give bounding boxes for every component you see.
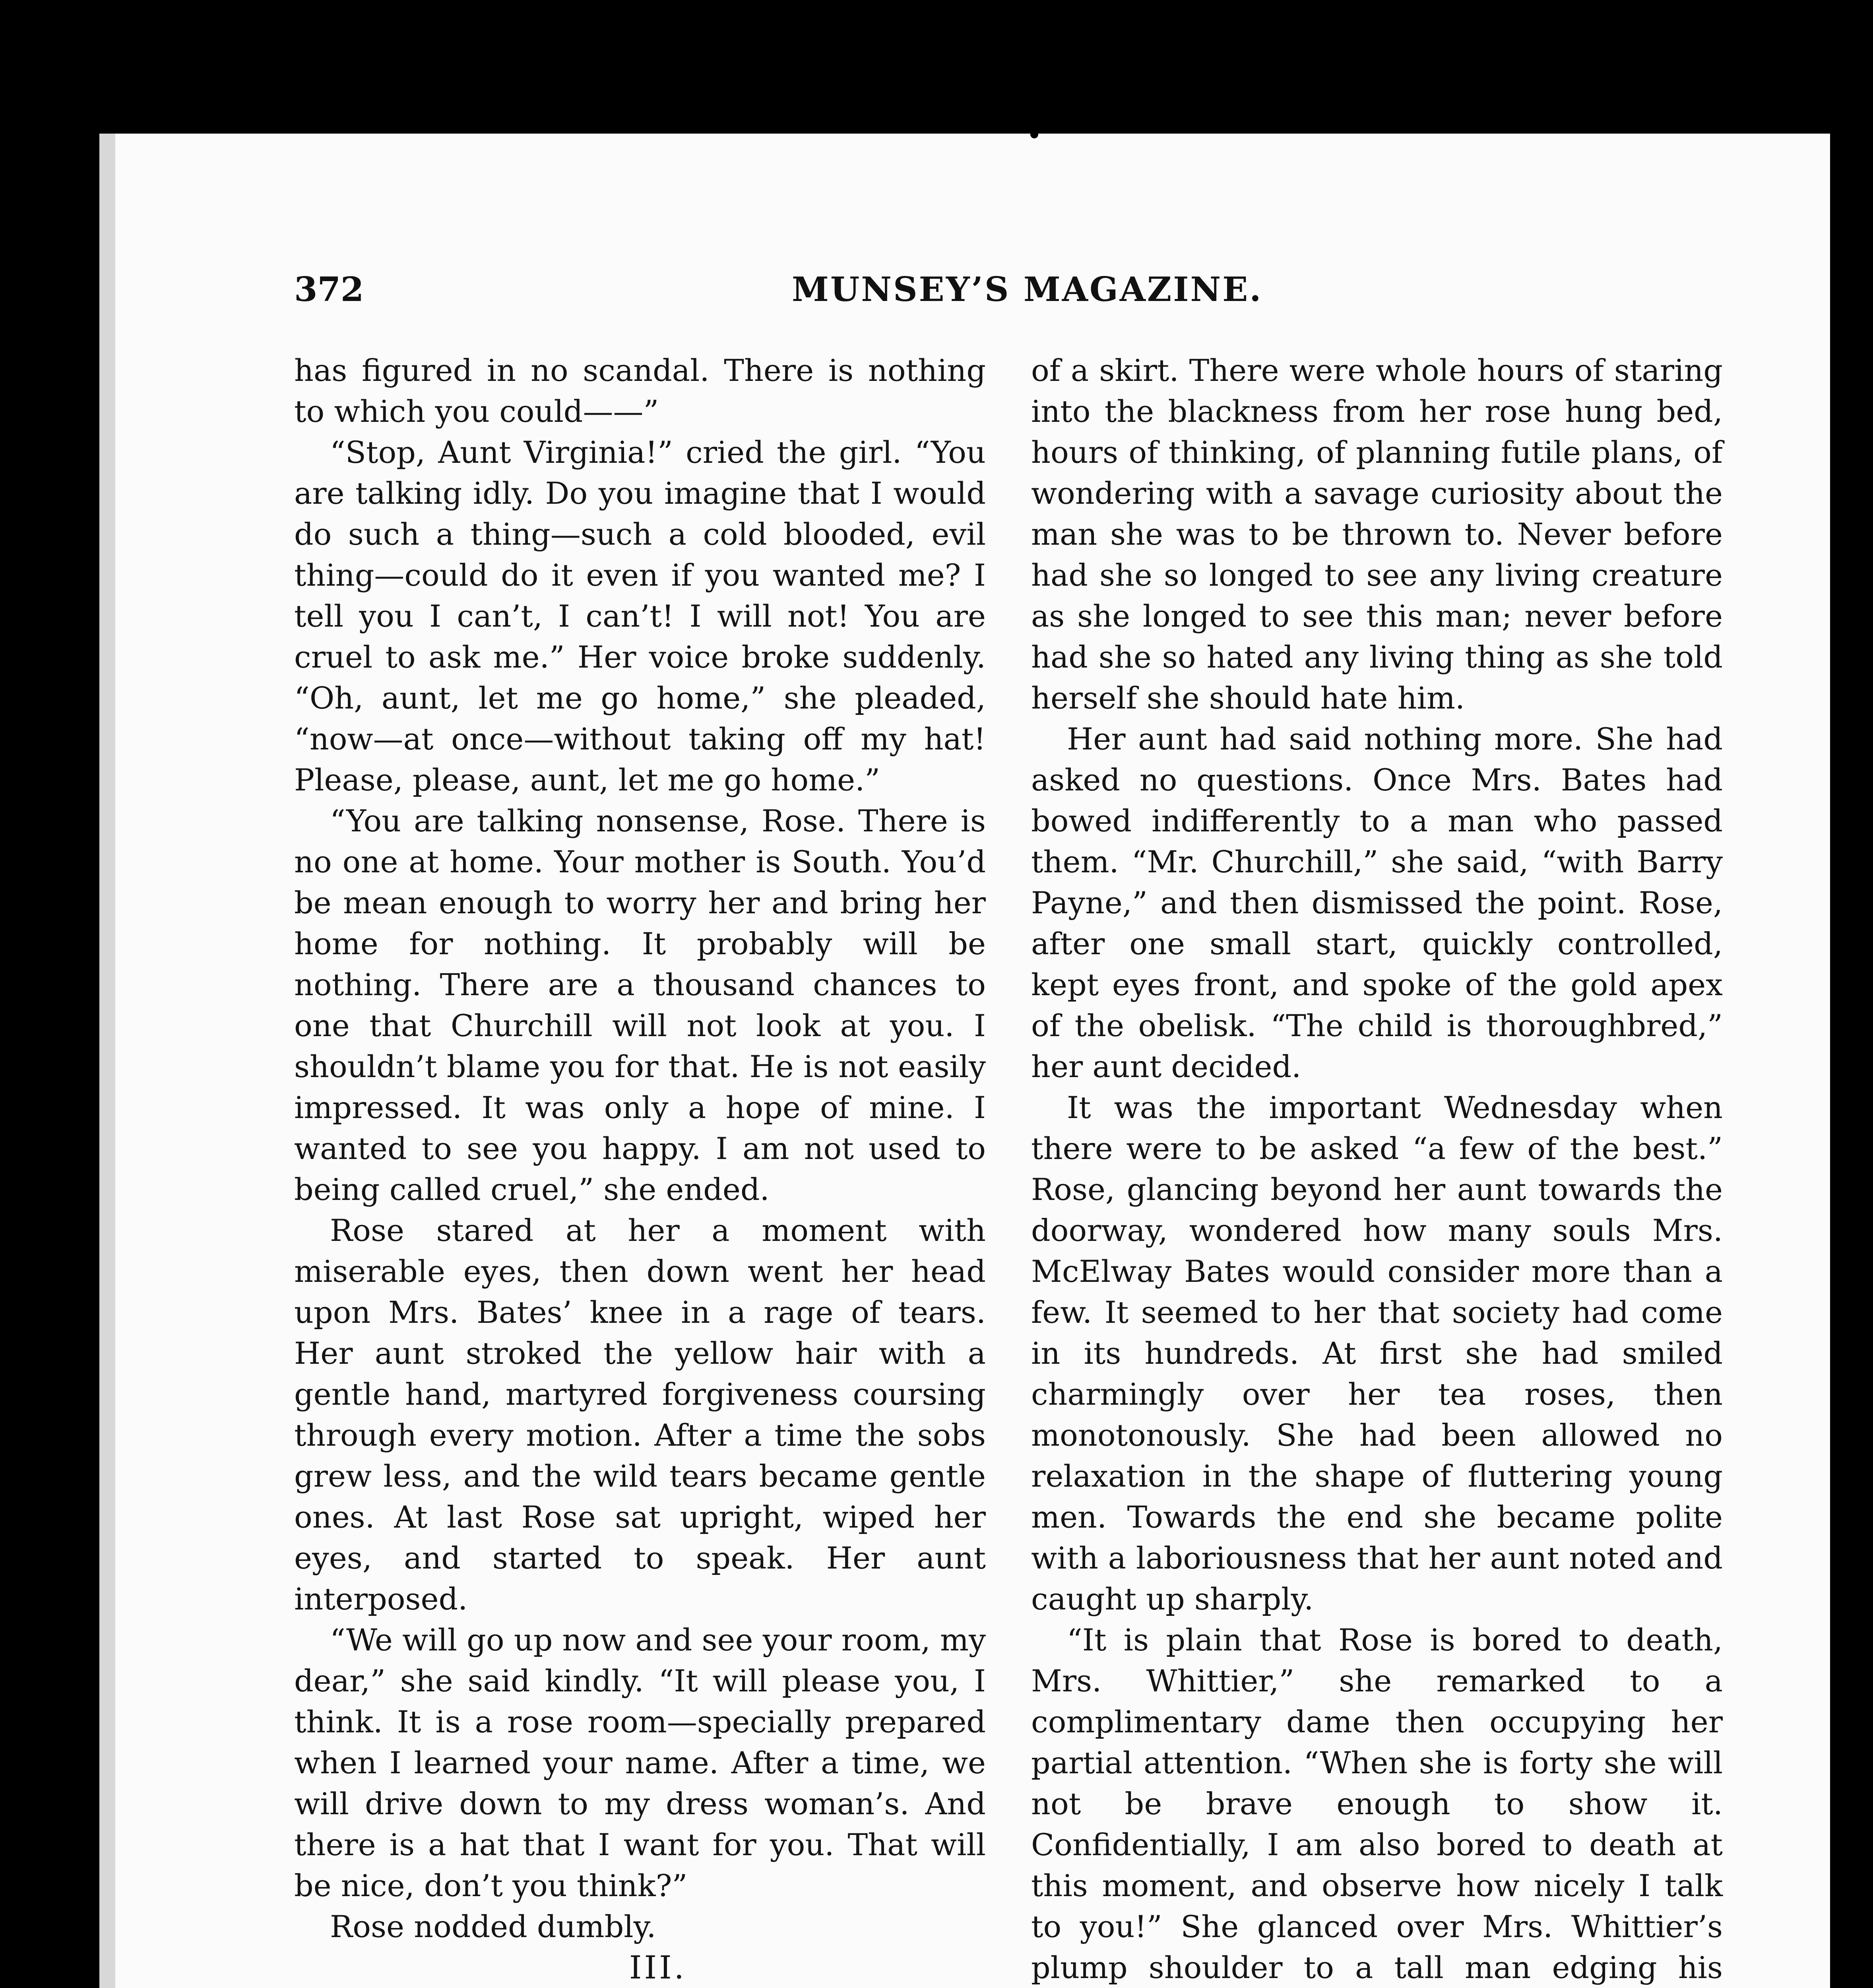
paragraph: It was the important Wednesday when there were to be asked “a few of the best.” Rose, glancing beyond her aunt towards the doorway, wondered how many souls Mrs. McElway Bates would consider more than a few. It seemed to her that society had come in its hundreds. At first she had smiled charmingly over her tea roses, then monotonously. She had been allowed no relaxation in the shape of fluttering young men. Towards the end she became polite with a laboriousness that her aunt noted and caught up sharply. xyxy=(1031,1090,1723,1617)
paragraph: of a skirt. There were whole hours of staring into the blackness from her rose hung bed, hours of thinking, of planning futile plans, of wondering with a savage curiosity about the man she was to be thrown to. Never before had she so longed to see any living creature as she longed to see this man; never before had she so hated any living thing as she told herself she should hate him. xyxy=(1031,353,1723,716)
paragraph: Rose stared at her a moment with miserable eyes, then down went her head upon Mrs. Bates’ knee in a rage of tears. Her aunt stroked the yellow hair with a gentle hand, martyred forgiveness coursing through every motion. After a time the sobs grew less, and the wild tears became gentle ones. At last Rose sat upright, wiped her eyes, and started to speak. Her aunt interposed. xyxy=(294,1213,986,1617)
section-heading: III. xyxy=(629,1949,687,1986)
running-head: MUNSEY’S MAGAZINE. xyxy=(792,270,1263,309)
paragraph: “Stop, Aunt Virginia!” cried the girl. “You are talking idly. Do you imagine that I would do such a thing—such a cold blooded, evil thing—could do it even if you wanted me? I tell you I can’t, I can’t! I will not! You are cruel to ask me.” Her voice broke suddenly. “Oh, aunt, let me go home,” she pleaded, “now—at once—without taking off my hat! Please, please, aunt, let me go home.” xyxy=(294,435,986,798)
page-number: 372 xyxy=(294,270,364,309)
paragraph: Rose nodded dumbly. xyxy=(330,1909,656,1944)
left-column xyxy=(294,350,986,1988)
paragraph: has figured in no scandal. There is nothing to which you could——” xyxy=(294,353,986,429)
paragraph: Her aunt had said nothing more. She had asked no questions. Once Mrs. Bates had bowed indifferently to a man who passed them. “Mr. Churchill,” she said, “with Barry Payne,” and then dismissed the point. Rose, after one small start, quickly controlled, kept eyes front, and spoke of the gold apex of the obelisk. “The child is thoroughbred,” her aunt decided. xyxy=(1031,721,1723,1084)
binding-dot xyxy=(1030,130,1038,138)
page-gutter-shadow xyxy=(99,134,115,1988)
page-header xyxy=(294,270,1725,309)
paragraph: “We will go up now and see your room, my dear,” she said kindly. “It will please you, I think. It is a rose room—specially prepared when I learned your name. After a time, we will drive down to my dress woman’s. And there is a hat that I want for you. That will be nice, don’t you think?” xyxy=(294,1622,986,1903)
paragraph: “It is plain that Rose is bored to death, Mrs. Whittier,” she remarked to a complimentary dame then occupying her partial attention. “When she is forty she will not be brave enough to show it. Confidentially, I am also bored to death at this moment, and observe how nicely I talk to you!” She glanced over Mrs. Whittier’s plump shoulder to a tall man edging his xyxy=(1031,1622,1723,1985)
right-column xyxy=(1031,350,1723,1988)
paragraph: “You are talking nonsense, Rose. There is no one at home. Your mother is South. You’d be mean enough to worry her and bring her home for nothing. It probably will be nothing. There are a thousand chances to one that Churchill will not look at you. I shouldn’t blame you for that. He is not easily impressed. It was only a hope of mine. I wanted to see you happy. I am not used to being called cruel,” she ended. xyxy=(294,803,986,1207)
